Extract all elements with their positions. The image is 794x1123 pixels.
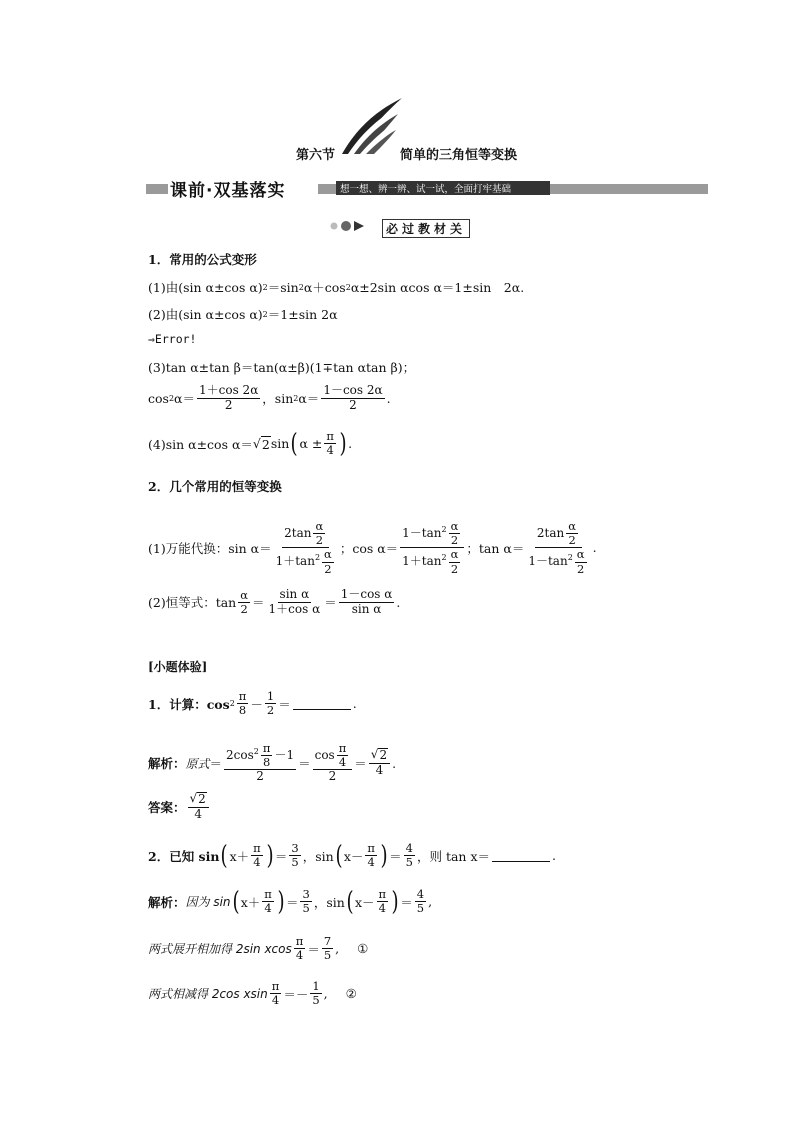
a1-frac xyxy=(188,792,209,822)
wn-cos-label: ；cos α＝ xyxy=(339,540,399,556)
s1-pi4 xyxy=(337,742,349,769)
wn-cos-a: α xyxy=(450,519,459,533)
d1-eq: ＝ xyxy=(307,941,320,957)
q1-sq: 2 xyxy=(229,699,235,709)
f6-sin: sin xyxy=(270,436,290,452)
s1-4: 4 xyxy=(338,755,347,770)
hd-eq1: ＝ xyxy=(252,595,265,611)
wn-dot: . xyxy=(592,540,597,556)
wn-cos-a2 xyxy=(449,520,461,547)
hd-num2: 1－cos α xyxy=(340,587,393,601)
q2-4b: 4 xyxy=(367,855,375,870)
q2-dot: . xyxy=(552,848,556,864)
q2-45 xyxy=(404,842,415,869)
wn-cos-sq2: 2 xyxy=(441,553,447,563)
d2-label: 两式相减得 2cos xsin xyxy=(148,987,268,1002)
d1-comma: , xyxy=(335,941,340,957)
q2-4c: 4 xyxy=(405,841,413,855)
s2-lp1: ( xyxy=(232,886,240,917)
wn-sin-den xyxy=(274,548,338,575)
d2-4: 4 xyxy=(271,993,280,1008)
f6-alpha: α ± xyxy=(299,436,323,452)
s1-num1 xyxy=(224,742,296,770)
f5-sq: 2 xyxy=(168,393,175,403)
q1-pi: π xyxy=(238,689,247,703)
q2-35 xyxy=(289,842,300,869)
formula-line-4: (3)tan α±tan β＝tan(α±β)(1∓tan αtan β)； xyxy=(148,360,416,375)
f2-sq: 2 xyxy=(262,309,268,319)
q2-then: ，则 tan x＝ xyxy=(416,848,490,864)
wn-tan-label: ；tan α＝ xyxy=(466,540,525,556)
wn-sin-sq: 2 xyxy=(314,553,321,563)
wn-tan-a-b: α xyxy=(576,547,585,562)
s1-eq3: ＝ xyxy=(354,756,367,772)
wn-sin-1ptan: 1＋tan xyxy=(275,554,315,569)
s1-2cos: 2cos xyxy=(226,748,254,763)
s2-because: 因为 sin xyxy=(185,895,231,910)
section1-heading: 1．常用的公式变形 xyxy=(148,252,257,267)
wn-label: (1)万能代换：sin α＝ xyxy=(148,540,272,556)
wn-cos-den xyxy=(400,548,464,575)
s2-3: 3 xyxy=(302,887,310,901)
f1-mid: α＋cos xyxy=(303,280,346,295)
q2-5a: 5 xyxy=(291,855,299,870)
s1-eq2: ＝ xyxy=(298,756,311,772)
s2-comma: , xyxy=(428,894,433,910)
s1-8: 8 xyxy=(263,755,271,770)
s1-yuanshi: 原式 xyxy=(185,756,210,771)
s1-pi2: π xyxy=(338,741,347,755)
s2-pi-a: π xyxy=(264,887,272,901)
wn-tan-1mtan: 1－tan xyxy=(528,554,568,569)
wn-sin-a-b: α xyxy=(324,547,332,562)
s1-num3: √ 2 xyxy=(369,748,390,764)
d1-7: 7 xyxy=(323,934,332,948)
hd-a: α xyxy=(240,587,249,602)
wn-tan-2: 2 xyxy=(568,533,576,548)
f1-sq2: 2 xyxy=(298,282,304,292)
solution-2 xyxy=(148,888,432,915)
wn-tan-a2b xyxy=(575,548,587,575)
hd-eq2: ＝ xyxy=(324,595,337,611)
f5-cos: cos xyxy=(148,390,169,406)
f6-rad: 2 xyxy=(261,436,270,452)
s1-num2 xyxy=(313,742,353,770)
question-1 xyxy=(148,690,357,717)
f6-four: 4 xyxy=(326,443,334,458)
f5-a: α＝ xyxy=(174,391,195,407)
banner-title: 课前·双基落实 xyxy=(170,181,286,201)
q2-eq2: ＝ xyxy=(389,848,402,864)
hd-num1: sin α xyxy=(279,587,310,601)
s2-4a: 4 xyxy=(264,901,272,916)
s1-eq1: ＝ xyxy=(209,756,223,772)
wn-tan-2tan: 2tan xyxy=(536,526,565,541)
s2-eq1: ＝ xyxy=(285,894,299,910)
q2-rp1: ) xyxy=(266,840,274,871)
f6-sqrt: √ 2 xyxy=(252,435,270,452)
q1-answer-blank[interactable] xyxy=(293,697,351,710)
s2-4b: 4 xyxy=(378,901,386,916)
d1-pi4 xyxy=(294,935,306,962)
q2-xplus: x＋ xyxy=(229,848,250,864)
wn-frac-cos xyxy=(400,520,464,576)
wn-cos-2-b: 2 xyxy=(450,561,459,576)
d2-comma: , xyxy=(323,986,328,1002)
s2-4c: 4 xyxy=(416,887,425,901)
s1-dot: . xyxy=(392,755,397,771)
s1-frac3 xyxy=(369,748,390,778)
hd-den1: 1＋cos α xyxy=(268,601,321,616)
d1-4: 4 xyxy=(295,948,304,963)
q2-5b: 5 xyxy=(405,855,413,870)
hengdeng-line xyxy=(148,588,400,617)
q2-rp2: ) xyxy=(380,840,388,871)
wn-frac-sin xyxy=(274,520,338,576)
s1-rad: 2 xyxy=(379,748,388,763)
formula-line-1 xyxy=(148,278,524,296)
wn-cos-sq: 2 xyxy=(441,525,447,535)
q2-pi-a: π xyxy=(253,841,261,855)
f5-dot: . xyxy=(386,390,391,406)
d1-label: 两式展开相加得 2sin xcos xyxy=(148,942,292,957)
q2-lp2: ( xyxy=(335,840,343,871)
q2-4a: 4 xyxy=(253,855,261,870)
f1-sq: 2 xyxy=(262,282,268,292)
s2-35 xyxy=(300,888,311,915)
hd-dot: . xyxy=(396,594,401,610)
s1-sq: 2 xyxy=(253,747,259,757)
wn-frac-tan xyxy=(526,520,590,576)
wn-tan-a: α xyxy=(568,519,577,533)
q2-pi4a xyxy=(251,842,263,869)
q2-xminus: x－ xyxy=(343,848,364,864)
hd-frac0 xyxy=(238,589,250,616)
practice-title: [小题体验] xyxy=(148,660,208,674)
d1-mark: ① xyxy=(357,941,369,957)
section2-heading: 2．几个常用的恒等变换 xyxy=(148,479,282,494)
section-title: 简单的三角恒等变换 xyxy=(400,148,518,163)
dots-icon xyxy=(328,218,368,234)
q2-pi-b: π xyxy=(367,841,375,855)
s2-pi-b: π xyxy=(378,887,387,901)
solution-1 xyxy=(148,742,396,784)
f2-prefix: (2)由(sin α±cos α) xyxy=(148,307,263,322)
d2-5: 5 xyxy=(312,993,320,1008)
q1-8: 8 xyxy=(238,703,247,718)
d2-1: 1 xyxy=(312,979,320,993)
s2-sin2: ，sin xyxy=(313,894,345,910)
wn-cos-num xyxy=(400,520,464,548)
s2-pi4b xyxy=(377,888,389,915)
d1-val xyxy=(322,935,333,962)
hd-frac1 xyxy=(267,588,323,617)
f1-prefix: (1)由(sin α±cos α) xyxy=(148,280,263,295)
q2-sin2: ，sin xyxy=(302,848,334,864)
s2-eq2: ＝ xyxy=(400,894,413,910)
s2-45 xyxy=(415,888,426,915)
f2-rest: ＝1±sin 2α xyxy=(267,307,338,322)
q1-dot: . xyxy=(352,696,357,712)
f6-dot: . xyxy=(348,436,353,452)
hd-2: 2 xyxy=(240,601,248,616)
s2-lp2: ( xyxy=(346,886,354,917)
question-2 xyxy=(148,842,556,869)
f5-den2: 2 xyxy=(349,397,357,412)
s2-5a: 5 xyxy=(302,901,310,916)
f1-sq3: 2 xyxy=(345,282,351,292)
formula-line-3: ⇒Error! xyxy=(148,332,197,346)
wn-cos-1ptan: 1＋tan xyxy=(402,554,442,569)
d1-5: 5 xyxy=(323,948,332,963)
s1-den2: 2 xyxy=(328,769,337,784)
f5-num2: 1－cos 2α xyxy=(323,383,383,397)
wn-cos-a2b xyxy=(449,548,461,575)
hd-den2: sin α xyxy=(351,601,382,616)
q1-2: 2 xyxy=(266,703,275,718)
wn-sin-2tan: 2tan xyxy=(284,526,312,541)
hd-label: (2)恒等式：tan xyxy=(148,595,237,611)
d1-pi: π xyxy=(295,934,304,948)
f1-tail: α±2sin αcos α＝1±sin 2α. xyxy=(350,280,525,295)
s1-m1: －1 xyxy=(274,748,295,763)
q1-frac1 xyxy=(237,690,249,717)
f5-sin: ，sin xyxy=(262,391,294,407)
s1-den1: 2 xyxy=(256,769,264,784)
s2-jiexi: 解析： xyxy=(148,894,186,910)
s1-cos: cos xyxy=(314,748,335,763)
q2-prefix: 2．已知 sin xyxy=(148,848,220,864)
f6-pi: π xyxy=(326,429,334,443)
answer-1 xyxy=(148,792,211,822)
s2-rp1: ) xyxy=(277,886,285,917)
a1-daan: 答案： xyxy=(148,799,186,815)
s1-jiexi: 解析： xyxy=(148,756,186,772)
derivation-1 xyxy=(148,935,368,962)
formula-line-6 xyxy=(148,430,352,457)
s1-pi8 xyxy=(261,742,273,769)
a1-rad: 2 xyxy=(198,792,206,806)
s1-frac1 xyxy=(224,742,296,784)
wanneng-line xyxy=(148,520,597,576)
formula-line-2 xyxy=(148,305,338,323)
s2-5b: 5 xyxy=(416,901,425,916)
a1-den: 4 xyxy=(194,806,202,821)
f6-rparen: ) xyxy=(339,428,347,459)
wn-cos-a-b: α xyxy=(450,547,459,562)
wn-sin-a2 xyxy=(313,520,325,547)
f5-num1: 1＋cos 2α xyxy=(199,383,259,397)
wn-cos-1mtan: 1－tan xyxy=(402,526,442,541)
q1-frac2 xyxy=(265,690,276,717)
s2-pi4a xyxy=(262,888,274,915)
d2-val xyxy=(310,980,321,1007)
q1-minus: － xyxy=(250,696,263,712)
section-number: 第六节 xyxy=(296,148,336,163)
q2-lp1: ( xyxy=(220,840,229,871)
wn-tan-sq: 2 xyxy=(567,553,573,563)
wn-tan-2-b: 2 xyxy=(577,561,585,576)
header-swoosh-logo xyxy=(338,96,406,158)
wn-sin-2-b: 2 xyxy=(324,561,332,576)
wn-sin-2: 2 xyxy=(315,533,324,548)
q2-eq1: ＝ xyxy=(274,848,288,864)
s2-rp2: ) xyxy=(391,886,399,917)
f5-a2: α＝ xyxy=(298,391,320,407)
q1-prefix: 1．计算：cos xyxy=(148,696,230,712)
wn-cos-2: 2 xyxy=(450,533,459,548)
s2-xminus: x－ xyxy=(354,894,375,910)
s1-frac2 xyxy=(313,742,353,784)
f6-lparen: ( xyxy=(290,428,298,459)
q1-eq: ＝ xyxy=(278,696,291,712)
d2-pi: π xyxy=(271,979,280,993)
s2-xplus: x＋ xyxy=(240,894,261,910)
hd-frac2 xyxy=(339,588,395,617)
a1-num: √ 2 xyxy=(188,792,209,808)
d2-eq: ＝－ xyxy=(283,986,309,1002)
formula-line-5 xyxy=(148,384,391,413)
f5-frac1 xyxy=(197,384,260,413)
f5-frac2 xyxy=(321,384,384,413)
wn-sin-a2b xyxy=(322,548,334,575)
f5-sq2: 2 xyxy=(293,393,299,403)
wn-sin-num xyxy=(282,520,329,548)
f1-rest: ＝sin xyxy=(267,280,299,295)
q2-3: 3 xyxy=(291,841,299,855)
d2-pi4 xyxy=(270,980,282,1007)
sub-banner-label: 必过教材关 xyxy=(382,219,470,238)
q2-answer-blank[interactable] xyxy=(492,849,550,862)
f6-frac xyxy=(324,430,336,457)
wn-tan-den xyxy=(526,548,590,575)
q1-1: 1 xyxy=(266,689,275,703)
wn-tan-num xyxy=(535,520,582,548)
wn-tan-a2 xyxy=(566,520,578,547)
s1-den3: 4 xyxy=(375,763,384,778)
derivation-2 xyxy=(148,980,357,1007)
q2-pi4b xyxy=(365,842,377,869)
wn-sin-a: α xyxy=(315,519,324,533)
f6-prefix: (4)sin α±cos α＝ xyxy=(148,436,253,452)
f5-den1: 2 xyxy=(224,397,233,412)
banner-tagline: 想一想、辨一辨、试一试，全面打牢基础 xyxy=(340,184,512,195)
s1-pi: π xyxy=(262,741,271,755)
d2-mark: ② xyxy=(345,986,357,1002)
